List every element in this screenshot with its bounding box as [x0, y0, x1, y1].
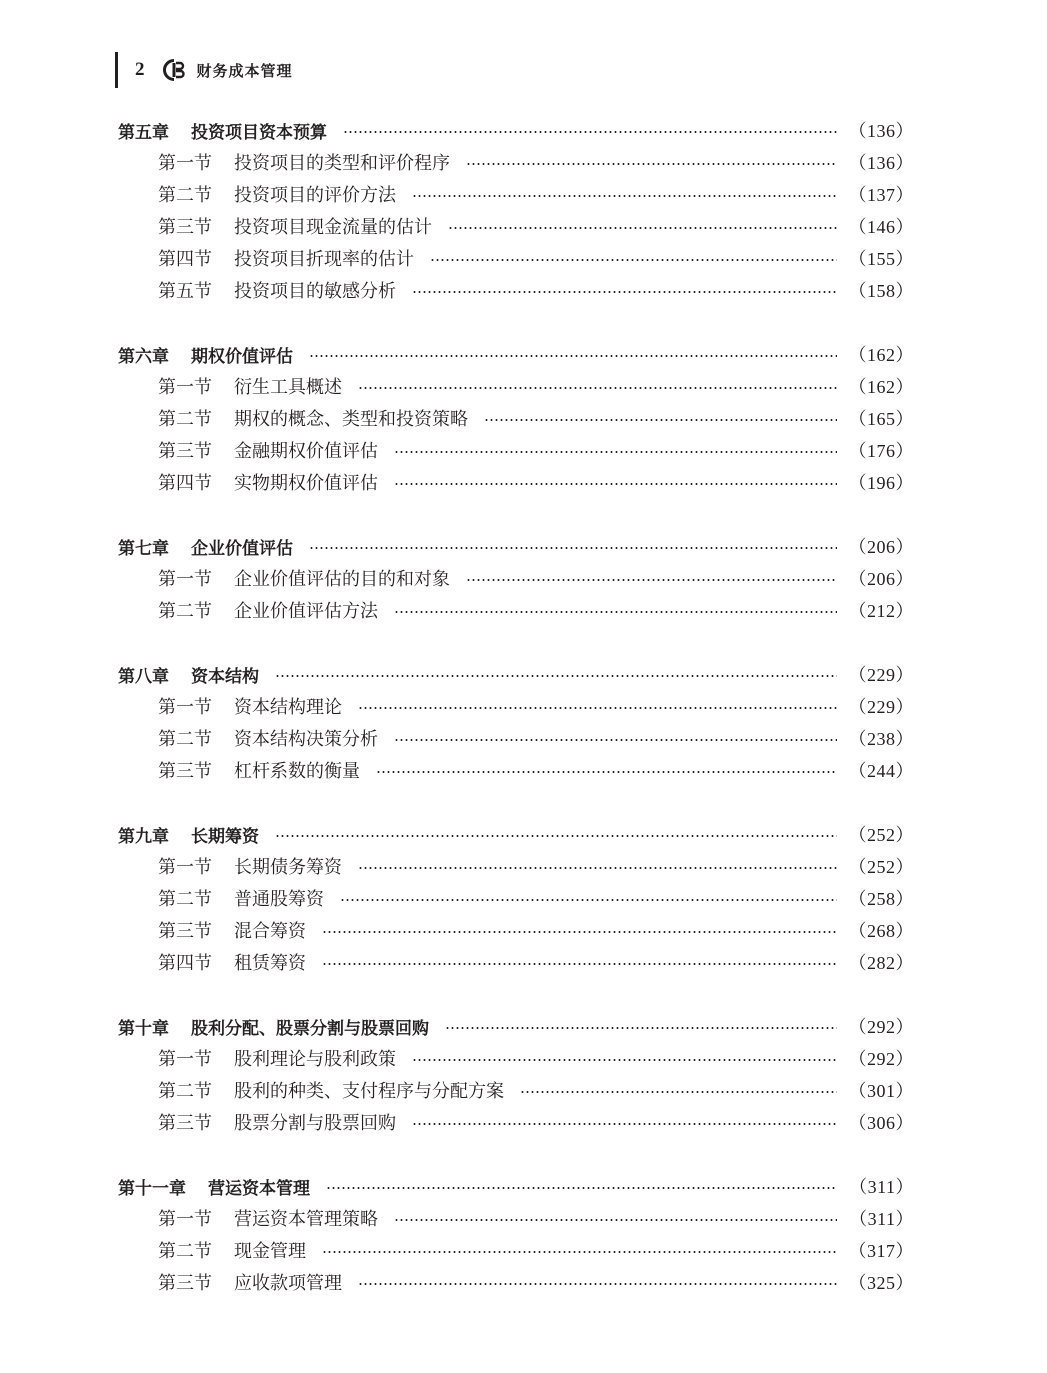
chapter-row-title: 营运资本管理 — [208, 1178, 310, 1199]
section-row-page: （311） — [849, 1209, 914, 1229]
dot-leader — [358, 707, 837, 709]
dot-leader — [445, 1027, 837, 1029]
chapter-block — [118, 338, 914, 498]
section-row — [118, 946, 914, 978]
section-row — [118, 1106, 914, 1138]
dot-leader — [322, 1251, 837, 1253]
chapter-row-label: 第十一章 — [118, 1178, 186, 1199]
section-row-page: （137） — [848, 185, 914, 205]
section-row-label: 第四节 — [158, 249, 212, 270]
book-title: 财务成本管理 — [196, 61, 293, 80]
section-row — [118, 146, 914, 178]
section-row-label: 第四节 — [158, 473, 212, 494]
section-row-title: 租赁筹资 — [234, 953, 306, 974]
chapter-block — [118, 530, 914, 626]
section-row-title: 投资项目的评价方法 — [234, 185, 396, 206]
section-row — [118, 1234, 914, 1266]
page-number: 2 — [135, 59, 145, 80]
chapter-row-page: （206） — [848, 537, 914, 557]
chapter-row-page: （229） — [848, 665, 914, 685]
section-row-title: 杠杆系数的衡量 — [234, 761, 360, 782]
chapter-block — [118, 658, 914, 786]
section-row-label: 第三节 — [158, 1113, 212, 1134]
dot-leader — [326, 1187, 837, 1189]
dot-leader — [322, 963, 837, 965]
section-row-title: 投资项目的敏感分析 — [234, 281, 396, 302]
section-row-title: 现金管理 — [234, 1241, 306, 1262]
publisher-logo-icon — [163, 59, 185, 81]
section-row-label: 第一节 — [158, 1049, 212, 1070]
dot-leader — [340, 899, 837, 901]
section-row-title: 股利理论与股利政策 — [234, 1049, 396, 1070]
dot-leader — [484, 419, 837, 421]
dot-leader — [412, 291, 837, 293]
dot-leader — [343, 131, 837, 133]
section-row-label: 第一节 — [158, 1209, 212, 1230]
section-row-title: 营运资本管理策略 — [234, 1209, 378, 1230]
section-row-title: 企业价值评估方法 — [234, 601, 378, 622]
chapter-row-label: 第八章 — [118, 666, 169, 687]
section-row-title: 长期债务筹资 — [234, 857, 342, 878]
chapter-block — [118, 1010, 914, 1138]
section-row — [118, 370, 914, 402]
section-row-label: 第三节 — [158, 761, 212, 782]
section-row-title: 投资项目折现率的估计 — [234, 249, 414, 270]
chapter-row-title: 长期筹资 — [191, 826, 259, 847]
section-row-page: （155） — [848, 249, 914, 269]
section-row-page: （238） — [848, 729, 914, 749]
section-row-page: （229） — [848, 697, 914, 717]
section-row — [118, 1266, 914, 1298]
section-row-title: 金融期权价值评估 — [234, 441, 378, 462]
running-header — [117, 52, 293, 88]
section-row-label: 第一节 — [158, 153, 212, 174]
section-row — [118, 914, 914, 946]
section-row-title: 期权的概念、类型和投资策略 — [234, 409, 468, 430]
chapter-row — [118, 1010, 914, 1042]
section-row-label: 第二节 — [158, 889, 212, 910]
section-row-title: 投资项目的类型和评价程序 — [234, 153, 450, 174]
dot-leader — [309, 547, 837, 549]
dot-leader — [309, 355, 837, 357]
section-row-label: 第二节 — [158, 409, 212, 430]
section-row — [118, 466, 914, 498]
section-row — [118, 210, 914, 242]
section-row-page: （252） — [848, 857, 914, 877]
chapter-row-label: 第十章 — [118, 1018, 169, 1039]
dot-leader — [412, 1123, 837, 1125]
section-row-page: （162） — [848, 377, 914, 397]
section-row-page: （165） — [848, 409, 914, 429]
section-row-page: （292） — [848, 1049, 914, 1069]
chapter-block — [118, 818, 914, 978]
chapter-row — [118, 1170, 914, 1202]
dot-leader — [376, 771, 837, 773]
section-row — [118, 722, 914, 754]
chapter-row-title: 股利分配、股票分割与股票回购 — [191, 1018, 429, 1039]
dot-leader — [394, 1219, 837, 1221]
section-row-page: （206） — [848, 569, 914, 589]
section-row — [118, 402, 914, 434]
section-row-page: （158） — [848, 281, 914, 301]
section-row-page: （317） — [848, 1241, 914, 1261]
section-row — [118, 882, 914, 914]
chapter-row-page: （311） — [849, 1177, 914, 1197]
section-row-label: 第二节 — [158, 601, 212, 622]
section-row — [118, 434, 914, 466]
chapter-row — [118, 338, 914, 370]
chapter-row-label: 第七章 — [118, 538, 169, 559]
section-row-page: （258） — [848, 889, 914, 909]
dot-leader — [394, 739, 837, 741]
dot-leader — [394, 451, 837, 453]
chapter-row-title: 企业价值评估 — [191, 538, 293, 559]
section-row-title: 资本结构理论 — [234, 697, 342, 718]
section-row-label: 第三节 — [158, 217, 212, 238]
section-row — [118, 274, 914, 306]
chapter-block — [118, 114, 914, 306]
section-row — [118, 754, 914, 786]
chapter-row-title: 投资项目资本预算 — [191, 122, 327, 143]
section-row-label: 第一节 — [158, 697, 212, 718]
dot-leader — [275, 675, 837, 677]
chapter-row-page: （252） — [848, 825, 914, 845]
section-row-label: 第三节 — [158, 921, 212, 942]
dot-leader — [520, 1091, 837, 1093]
chapter-row-title: 资本结构 — [191, 666, 259, 687]
section-row-title: 应收款项管理 — [234, 1273, 342, 1294]
section-row-title: 普通股筹资 — [234, 889, 324, 910]
section-row-label: 第一节 — [158, 377, 212, 398]
chapter-row-page: （292） — [848, 1017, 914, 1037]
section-row-title: 资本结构决策分析 — [234, 729, 378, 750]
chapter-row-title: 期权价值评估 — [191, 346, 293, 367]
section-row-title: 股票分割与股票回购 — [234, 1113, 396, 1134]
header-vertical-rule — [115, 52, 118, 88]
section-row-label: 第三节 — [158, 1273, 212, 1294]
section-row-title: 实物期权价值评估 — [234, 473, 378, 494]
section-row-label: 第二节 — [158, 1081, 212, 1102]
dot-leader — [358, 1283, 837, 1285]
dot-leader — [412, 195, 837, 197]
section-row — [118, 242, 914, 274]
section-row — [118, 178, 914, 210]
section-row — [118, 1074, 914, 1106]
chapter-row-page: （162） — [848, 345, 914, 365]
dot-leader — [358, 867, 837, 869]
section-row-page: （325） — [848, 1273, 914, 1293]
section-row — [118, 1042, 914, 1074]
section-row-page: （268） — [848, 921, 914, 941]
section-row-label: 第三节 — [158, 441, 212, 462]
section-row-label: 第二节 — [158, 1241, 212, 1262]
section-row-page: （244） — [848, 761, 914, 781]
chapter-row — [118, 114, 914, 146]
dot-leader — [466, 163, 837, 165]
section-row-page: （212） — [848, 601, 914, 621]
dot-leader — [275, 835, 837, 837]
section-row-label: 第一节 — [158, 569, 212, 590]
section-row-page: （176） — [848, 441, 914, 461]
section-row-label: 第五节 — [158, 281, 212, 302]
chapter-row-page: （136） — [848, 121, 914, 141]
chapter-row-label: 第九章 — [118, 826, 169, 847]
section-row-label: 第二节 — [158, 185, 212, 206]
dot-leader — [394, 611, 837, 613]
section-row-title: 股利的种类、支付程序与分配方案 — [234, 1081, 504, 1102]
chapter-row — [118, 818, 914, 850]
dot-leader — [394, 483, 837, 485]
section-row-title: 投资项目现金流量的估计 — [234, 217, 432, 238]
section-row-label: 第一节 — [158, 857, 212, 878]
section-row-label: 第二节 — [158, 729, 212, 750]
section-row — [118, 1202, 914, 1234]
section-row-title: 企业价值评估的目的和对象 — [234, 569, 450, 590]
chapter-block — [118, 1170, 914, 1298]
section-row-page: （282） — [848, 953, 914, 973]
section-row — [118, 562, 914, 594]
dot-leader — [358, 387, 837, 389]
table-of-contents — [118, 114, 914, 1330]
section-row — [118, 594, 914, 626]
section-row-page: （146） — [848, 217, 914, 237]
section-row-page: （306） — [848, 1113, 914, 1133]
chapter-row-label: 第五章 — [118, 122, 169, 143]
section-row-title: 衍生工具概述 — [234, 377, 342, 398]
section-row-title: 混合筹资 — [234, 921, 306, 942]
dot-leader — [430, 259, 837, 261]
dot-leader — [448, 227, 837, 229]
chapter-row-label: 第六章 — [118, 346, 169, 367]
dot-leader — [412, 1059, 837, 1061]
section-row-label: 第四节 — [158, 953, 212, 974]
dot-leader — [322, 931, 837, 933]
section-row — [118, 690, 914, 722]
chapter-row — [118, 530, 914, 562]
section-row-page: （136） — [848, 153, 914, 173]
section-row — [118, 850, 914, 882]
section-row-page: （196） — [848, 473, 914, 493]
chapter-row — [118, 658, 914, 690]
section-row-page: （301） — [848, 1081, 914, 1101]
dot-leader — [466, 579, 837, 581]
